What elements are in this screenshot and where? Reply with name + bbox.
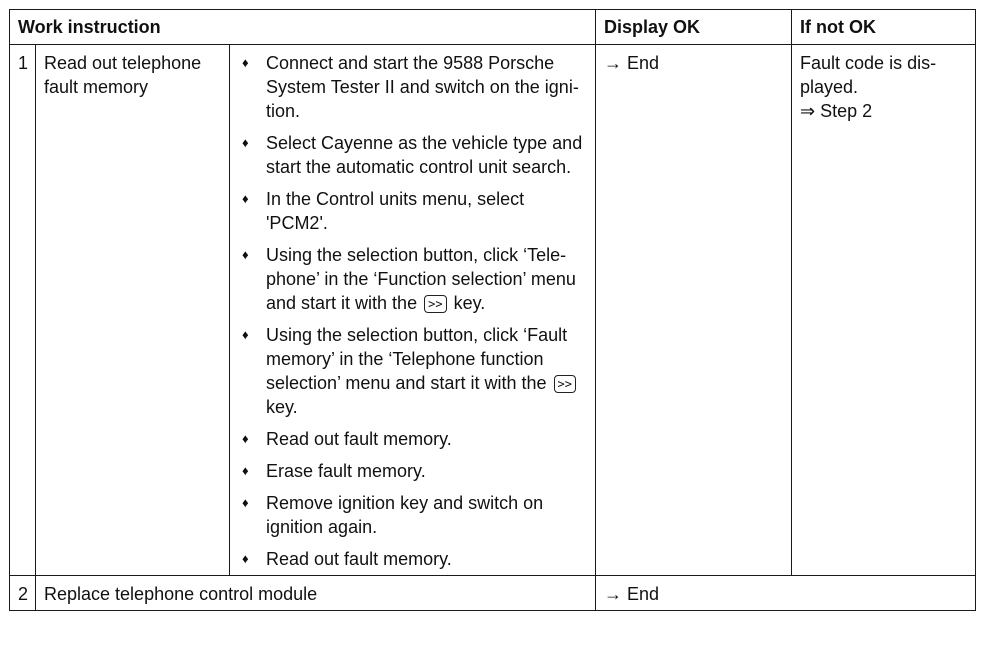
list-item [238,491,588,539]
instruction-text: key. [266,397,298,417]
instruction-list [238,51,588,571]
list-item [238,187,588,235]
instruction-text: Read out fault memory. [266,549,452,569]
list-item [238,51,588,123]
header-display-ok: Display OK [596,10,792,45]
work-instruction-table [9,9,976,611]
diamond-bullet-icon: ♦ [242,551,249,566]
instruction-text: Using the selection button, click ‘Fault memory’ in the ‘Telephone function selection’ menu and start it with the [266,325,568,393]
header-work-instruction: Work instruction [10,10,596,45]
forward-key-icon: >> [424,295,446,313]
header-if-not-ok: If not OK [792,10,976,45]
diamond-bullet-icon: ♦ [242,495,249,510]
task-description: Replace telephone control module [36,576,596,611]
instruction-list-cell [230,45,596,576]
diamond-bullet-icon: ♦ [242,327,249,342]
table-row [10,45,976,576]
instruction-text: key. [453,293,486,313]
instruction-text: Using the selection button, click ‘Tele-phone’ in the ‘Function selection’ menu and start it with the [266,245,576,313]
step-number: 1 [10,45,36,576]
table-header-row [10,10,976,45]
diamond-bullet-icon: ♦ [242,247,249,262]
diamond-bullet-icon: ♦ [242,431,249,446]
diamond-bullet-icon: ♦ [242,55,249,70]
if-not-ok-result [792,45,976,576]
table-row [10,576,976,611]
list-item [238,459,588,483]
instruction-text: Select Cayenne as the vehicle type and start the automatic control unit search. [266,133,583,177]
diamond-bullet-icon: ♦ [242,135,249,150]
task-description: Read out telephone fault memory [36,45,230,576]
instruction-text: Erase fault memory. [266,461,426,481]
go-to-step-text: ⇒ Step 2 [800,101,873,121]
instruction-text: Read out fault memory. [266,429,452,449]
forward-key-icon: >> [554,375,576,393]
display-ok-result: → End [596,576,976,611]
instruction-text: Connect and start the 9588 Porsche System Tester II and switch on the igni-tion. [266,53,579,121]
display-ok-result: → End [596,45,792,576]
instruction-text: In the Control units menu, select 'PCM2'. [266,189,525,233]
fault-code-text: Fault code is dis-played. [800,53,937,97]
list-item [238,243,588,315]
list-item [238,131,588,179]
step-number: 2 [10,576,36,611]
list-item [238,427,588,451]
list-item [238,323,588,419]
instruction-text: Remove ignition key and switch on ignition again. [266,493,544,537]
diamond-bullet-icon: ♦ [242,191,249,206]
diamond-bullet-icon: ♦ [242,463,249,478]
list-item [238,547,588,571]
